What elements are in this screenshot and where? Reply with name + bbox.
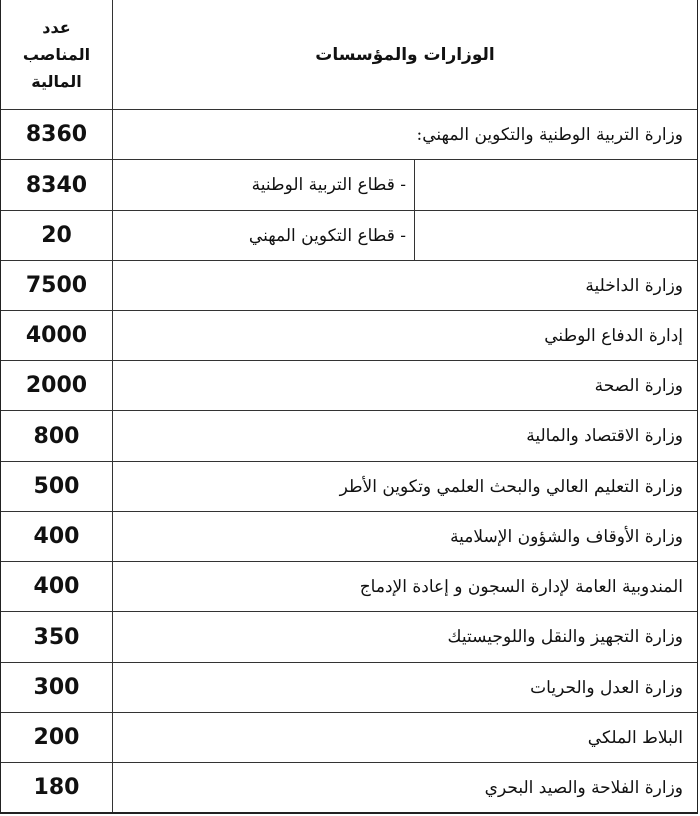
row-count: 500	[1, 462, 113, 511]
table-row	[1, 612, 697, 663]
table-row	[1, 411, 697, 462]
table-header-row	[1, 0, 697, 110]
row-count: 200	[1, 713, 113, 762]
table-subrow	[1, 160, 697, 211]
table-row	[1, 663, 697, 713]
row-name: وزارة الصحة	[594, 375, 683, 396]
table-row	[1, 462, 697, 512]
table-row	[1, 562, 697, 612]
row-name: وزارة الداخلية	[585, 275, 683, 296]
row-name: البلاط الملكي	[587, 727, 683, 748]
table-row	[1, 713, 697, 763]
row-count: 8340	[1, 160, 113, 210]
table-subrow	[1, 211, 697, 261]
count-column-header: عدد المناصب المالية	[1, 0, 113, 109]
row-name: - قطاع التكوين المهني	[113, 211, 415, 260]
row-count: 4000	[1, 311, 113, 360]
row-name: وزارة الفلاحة والصيد البحري	[484, 777, 683, 798]
row-name: وزارة العدل والحريات	[530, 677, 683, 698]
row-name: وزارة التعليم العالي والبحث العلمي وتكوين الأطر	[339, 476, 683, 497]
row-count: 2000	[1, 361, 113, 410]
table-row	[1, 311, 697, 361]
row-count: 180	[1, 763, 113, 812]
row-count: 400	[1, 562, 113, 611]
row-count: 8360	[1, 110, 113, 159]
row-count: 350	[1, 612, 113, 662]
table-row	[1, 512, 697, 562]
table-row	[1, 361, 697, 411]
row-count: 400	[1, 512, 113, 561]
row-count: 20	[1, 211, 113, 260]
row-count: 800	[1, 411, 113, 461]
row-name: - قطاع التربية الوطنية	[113, 160, 415, 210]
row-count: 7500	[1, 261, 113, 310]
row-count: 300	[1, 663, 113, 712]
row-name: إدارة الدفاع الوطني	[544, 325, 683, 346]
row-name: المندوبية العامة لإدارة السجون و إعادة الإدماج	[359, 576, 683, 597]
table-row	[1, 763, 697, 812]
row-name: وزارة التجهيز والنقل واللوجيستيك	[447, 627, 683, 647]
row-name: وزارة التربية الوطنية والتكوين المهني:	[416, 124, 683, 145]
row-name: وزارة الاقتصاد والمالية	[526, 426, 683, 446]
row-name: وزارة الأوقاف والشؤون الإسلامية	[450, 526, 683, 547]
institutions-column-header: الوزارات والمؤسسات	[315, 44, 495, 65]
table-row	[1, 261, 697, 311]
